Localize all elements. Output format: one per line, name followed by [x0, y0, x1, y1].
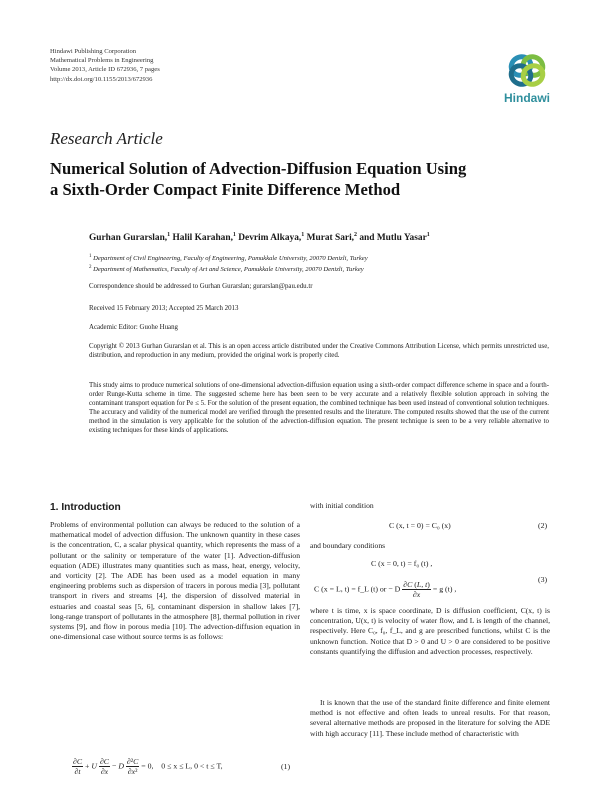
equation-3b-right: = g (t) , — [432, 584, 457, 594]
title-line-2: a Sixth-Order Compact Finite Difference Method — [50, 180, 401, 199]
equation-number: (2) — [538, 521, 548, 530]
fraction: $\frac{\partial C (L, t)}{\partial x}$ — [403, 580, 430, 599]
equation-domain: 0 ≤ x ≤ L, 0 < t ≤ T, — [161, 761, 223, 771]
received-dates: Received 15 February 2013; Accepted 25 March 2013 — [89, 305, 239, 312]
equation-1: $\frac{\partial C}{\partial t}$ + U $\frac{\partial C}{\partial x}$ − D $\frac{\text{∂²C}}{\text{∂x²}}$ = 0, 0 ≤ x ≤ L, 0 < t ≤ T, — [73, 757, 223, 776]
equation-number: (3) — [538, 575, 548, 584]
fraction: $\frac{\text{∂²C}}{\text{∂x²}}$ — [126, 757, 139, 776]
publication-info — [50, 47, 160, 84]
equation-3b — [314, 580, 456, 599]
hindawi-logo-text: Hindawi — [503, 91, 550, 105]
article-title — [50, 158, 466, 200]
author: Devrim Alkaya, — [238, 233, 302, 244]
equation-2: C (x, t = 0) = C₀ (x) — [389, 521, 451, 530]
intro-paragraph: Problems of environmental pollution can always be reduced to the solution of a mathematical model of advection diffusion. The unknown quantity in these cases is the concentration, C, a scalar physical quantity, which represents the mass of a pollutant or the salinity or temperature of the water [1]. Advection-diffusion equation (ADE) illustrates many quantities such as mass, heat, energy, velocity, and vorticity [2]. The ADE has been used as a model equation in many engineering problems such as dispersion of tracers in porous media [3], pollutant transport in rivers and streams [4], the dispersion of dissolved material in estuaries and coastal seas [5, 6], contaminant dispersion in shallow lakes [7], long-range transport of pollutants in the atmosphere [8], thermal pollution in river systems [9], and flow in porous media [10]. The advection-diffusion equation in one-dimensional case without source terms is as follows: — [50, 520, 300, 642]
author-affiliation-mark: 1 — [301, 232, 305, 238]
affiliation-text: Department of Mathematics, Faculty of Art and Science, Pamukkale University, 20070 Denizli, Turkey — [93, 266, 364, 274]
author-list — [89, 232, 430, 243]
author-affiliation-mark: 1 — [232, 232, 236, 238]
equation-3b-left: C (x = L, t) = f_L (t) or − D — [314, 584, 401, 594]
title-line-1: Numerical Solution of Advection-Diffusion Equation Using — [50, 159, 467, 178]
affiliation-number: 2 — [89, 265, 92, 270]
author: Halil Karahan, — [172, 233, 233, 244]
publisher-name: Hindawi Publishing Corporation — [50, 48, 137, 55]
affiliation-number: 1 — [89, 254, 92, 259]
affiliation-1 — [89, 254, 368, 262]
author: and Mutlu Yasar — [359, 233, 427, 244]
initial-condition-text: with initial condition — [310, 501, 374, 510]
academic-editor: Academic Editor: Guohe Huang — [89, 324, 178, 331]
author-affiliation-mark: 2 — [354, 232, 358, 238]
volume-info: Volume 2013, Article ID 672936, 7 pages — [50, 66, 160, 74]
journal-name: Mathematical Problems in Engineering — [50, 57, 154, 65]
article-type: Research Article — [50, 129, 163, 148]
hindawi-logo-icon — [496, 50, 558, 92]
author-affiliation-mark: 1 — [426, 232, 430, 238]
author: Murat Sari, — [306, 233, 355, 244]
doi-link[interactable]: http://dx.doi.org/10.1155/2013/672936 — [50, 75, 153, 83]
author-affiliation-mark: 1 — [167, 232, 171, 238]
copyright-notice: Copyright © 2013 Gurhan Gurarslan et al. This is an open access article distributed under the Creative Commons Attribution License, which permits unrestricted use, distribution, and reproduction in any medium, provided the original work is properly cited. — [89, 343, 549, 359]
abstract: This study aims to produce numerical solutions of one-dimensional advection-diffusion equation using a sixth-order compact difference scheme in space and a fourth-order Runge-Kutta scheme in time. The suggested scheme here has been seen to be very accurate and a relatively flexible solution approach in solving the contaminant transport equation for Pe ≤ 5. For the solution of the present equation, the combined technique has been used instead of conventional solution techniques. The accuracy and validity of the numerical model are verified through the presented results and the literature. The computed results showed that the use of the current method in the simulation is very applicable for the solution of the advection-diffusion equation. The present technique is seen to be a very reliable alternative to existing techniques for these kinds of applications. — [89, 382, 549, 435]
hindawi-logo — [496, 50, 558, 106]
variables-paragraph: where t is time, x is space coordinate, D is diffusion coefficient, C(x, t) is concentration, U(x, t) is velocity of water flow, and L is length of the channel, respectively. Here C₀, f₀, f_L, and g are prescribed functions, whilst C is the unknown function. Notice that D > 0 and U > 0 are considered to be positive constants quantifying the diffusion and advection processes, respectively. — [310, 606, 550, 656]
section-heading: 1. Introduction — [50, 502, 121, 513]
fraction: $\frac{\partial C}{\partial x}$ — [99, 757, 110, 776]
author: Gurhan Gurarslan, — [89, 233, 168, 244]
affiliation-2 — [89, 265, 364, 273]
methods-paragraph: It is known that the use of the standard finite difference and finite element method is not effective and often leads to unreal results. For that reason, several alternative methods are proposed in the literature for solving the ADE with high accuracy [11]. These include method of characteristic with — [310, 698, 550, 738]
equation-3a: C (x = 0, t) = f₀ (t) , — [371, 559, 433, 568]
correspondence: Correspondence should be addressed to Gurhan Gurarslan; gurarslan@pau.edu.tr — [89, 283, 313, 290]
equation-number: (1) — [281, 762, 291, 771]
boundary-condition-text: and boundary conditions — [310, 541, 386, 550]
affiliation-text: Department of Civil Engineering, Faculty of Engineering, Pamukkale University, 20070 Denizli, Turkey — [93, 255, 368, 263]
fraction: $\frac{\partial C}{\partial t}$ — [73, 757, 83, 776]
